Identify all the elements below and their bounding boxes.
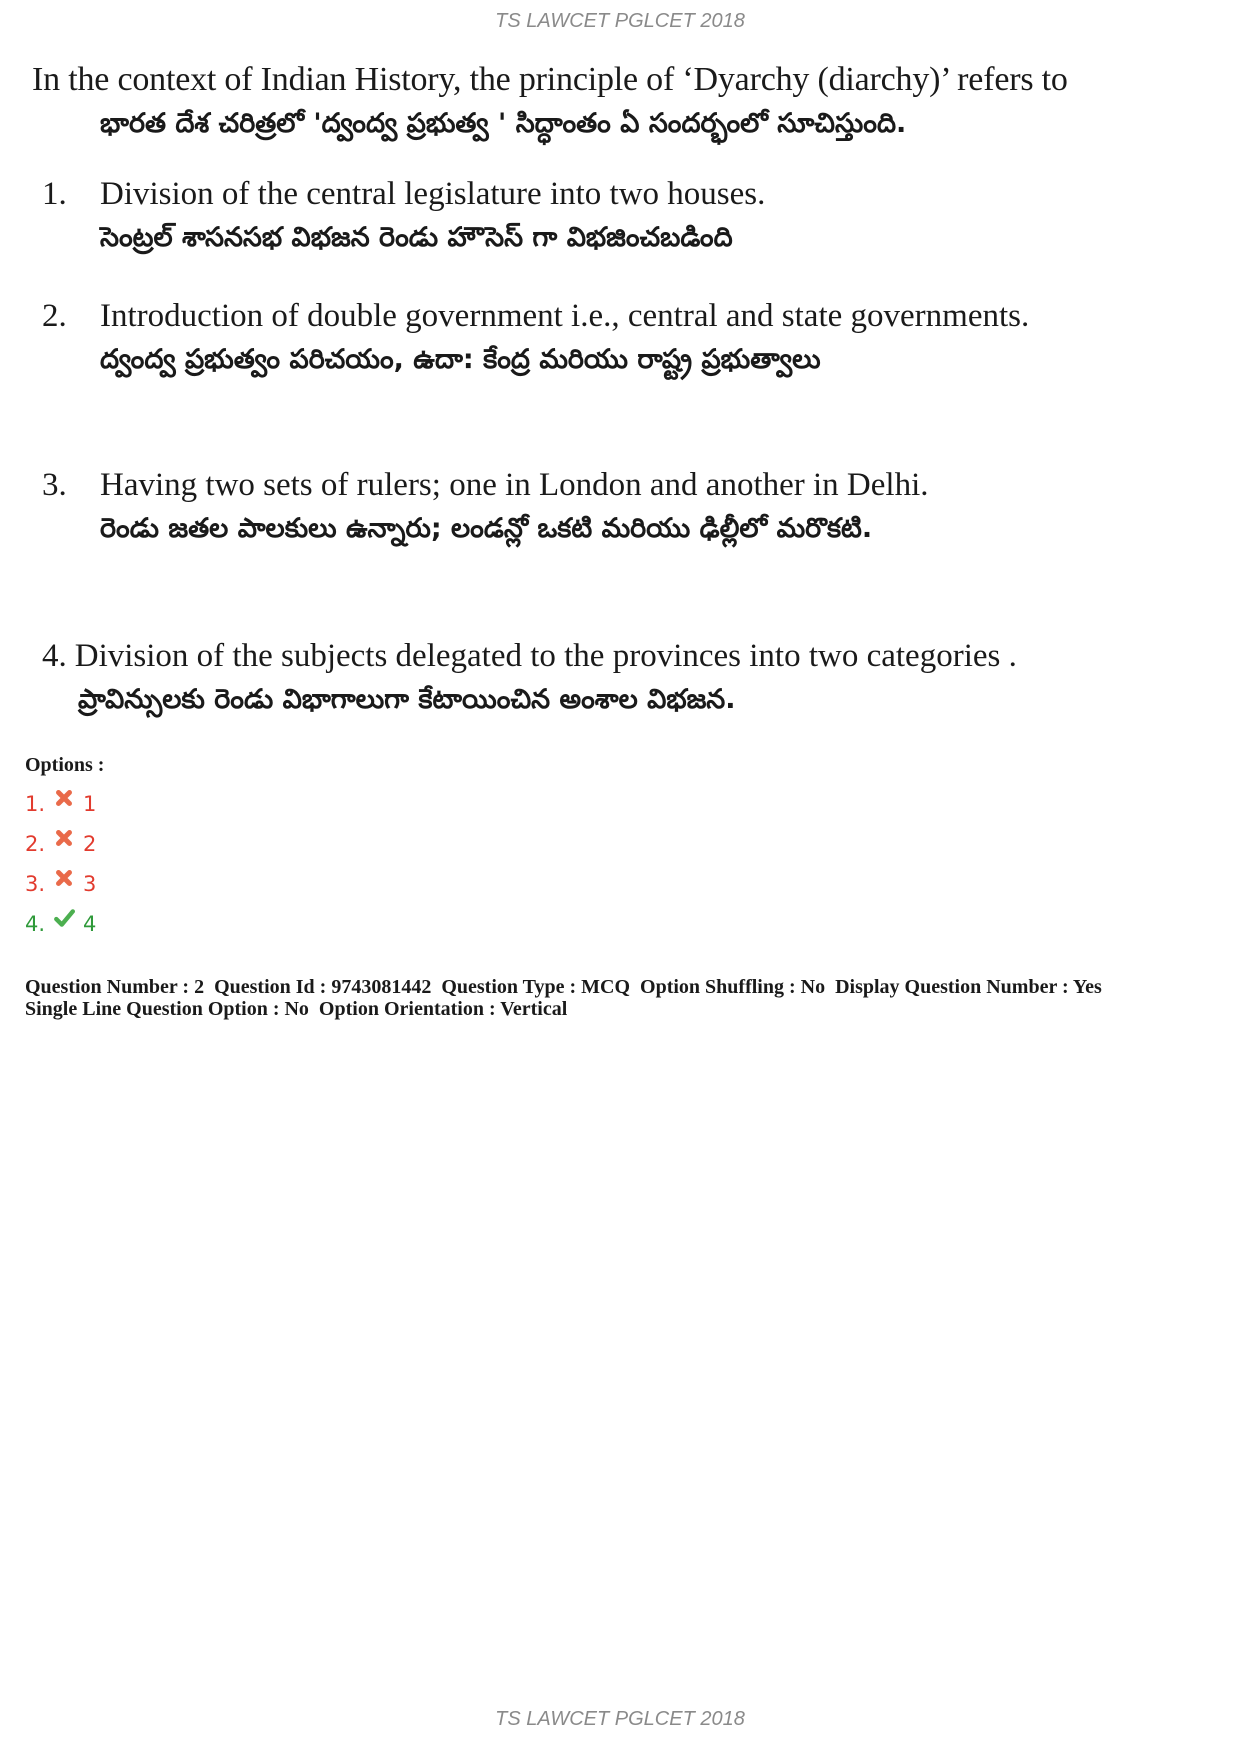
option-value: 3 bbox=[83, 872, 97, 896]
options-list bbox=[25, 784, 96, 944]
statement-number: 4. bbox=[42, 638, 67, 674]
statement-3 bbox=[42, 463, 1192, 551]
options-label: Options : bbox=[25, 754, 105, 776]
statement-number: 1. bbox=[42, 176, 67, 212]
option-value: 4 bbox=[83, 912, 97, 936]
statement-telugu: ప్రావిన్సులకు రెండు విభాగాలుగా కేటాయించిన అంశాల విభజన. bbox=[78, 684, 736, 715]
statement-telugu: ద్వంద్వ ప్రభుత్వం పరిచయం, ఉదా: కేంద్ర మరియు రాష్ట్ర ప్రభుత్వాలు bbox=[100, 344, 821, 375]
question-stem-english: In the context of Indian History, the principle of ‘Dyarchy (diarchy)’ refers to bbox=[32, 61, 1068, 98]
statement-2 bbox=[42, 294, 1192, 382]
statement-telugu: రెండు జతల పాలకులు ఉన్నారు; లండన్లో ఒకటి మరియు ఢిల్లీలో మరొకటి. bbox=[100, 513, 873, 544]
metadata-line-2: Single Line Question Option : No Option Orientation : Vertical bbox=[25, 998, 568, 1020]
option-3[interactable] bbox=[25, 864, 96, 904]
option-index: 4. bbox=[25, 912, 46, 936]
option-value: 1 bbox=[83, 792, 97, 816]
option-index: 2. bbox=[25, 832, 46, 856]
statement-4 bbox=[42, 634, 1192, 722]
cross-icon bbox=[53, 867, 75, 889]
question-metadata bbox=[25, 976, 1225, 1020]
statement-number: 2. bbox=[42, 298, 67, 334]
option-value: 2 bbox=[83, 832, 97, 856]
metadata-line-1: Question Number : 2 Question Id : 9743081442 Question Type : MCQ Option Shuffling : No Display Question Number : Yes bbox=[25, 976, 1102, 998]
statement-english: Introduction of double government i.e., central and state governments. bbox=[100, 298, 1030, 334]
page-header: TS LAWCET PGLCET 2018 bbox=[495, 10, 745, 32]
question-stem-telugu: భారత దేశ చరిత్రలో 'ద్వంద్వ ప్రభుత్వ ' సిద్ధాంతం ఏ సందర్భంలో సూచిస్తుంది. bbox=[100, 108, 907, 139]
statement-english: Division of the subjects delegated to the provinces into two categories . bbox=[74, 638, 1017, 674]
cross-icon bbox=[53, 827, 75, 849]
option-4[interactable] bbox=[25, 904, 96, 944]
page-footer: TS LAWCET PGLCET 2018 bbox=[495, 1708, 745, 1730]
option-index: 1. bbox=[25, 792, 46, 816]
statement-number: 3. bbox=[42, 467, 67, 503]
statement-english: Having two sets of rulers; one in London and another in Delhi. bbox=[100, 467, 929, 503]
option-index: 3. bbox=[25, 872, 46, 896]
statement-1 bbox=[42, 172, 1192, 260]
statement-telugu: సెంట్రల్ శాసనసభ విభజన రెండు హౌసెస్ గా విభజించబడింది bbox=[100, 222, 733, 253]
option-2[interactable] bbox=[25, 824, 96, 864]
check-icon bbox=[53, 907, 75, 929]
cross-icon bbox=[53, 787, 75, 809]
option-1[interactable] bbox=[25, 784, 96, 824]
question-stem bbox=[32, 58, 1222, 146]
statement-english: Division of the central legislature into two houses. bbox=[100, 176, 766, 212]
